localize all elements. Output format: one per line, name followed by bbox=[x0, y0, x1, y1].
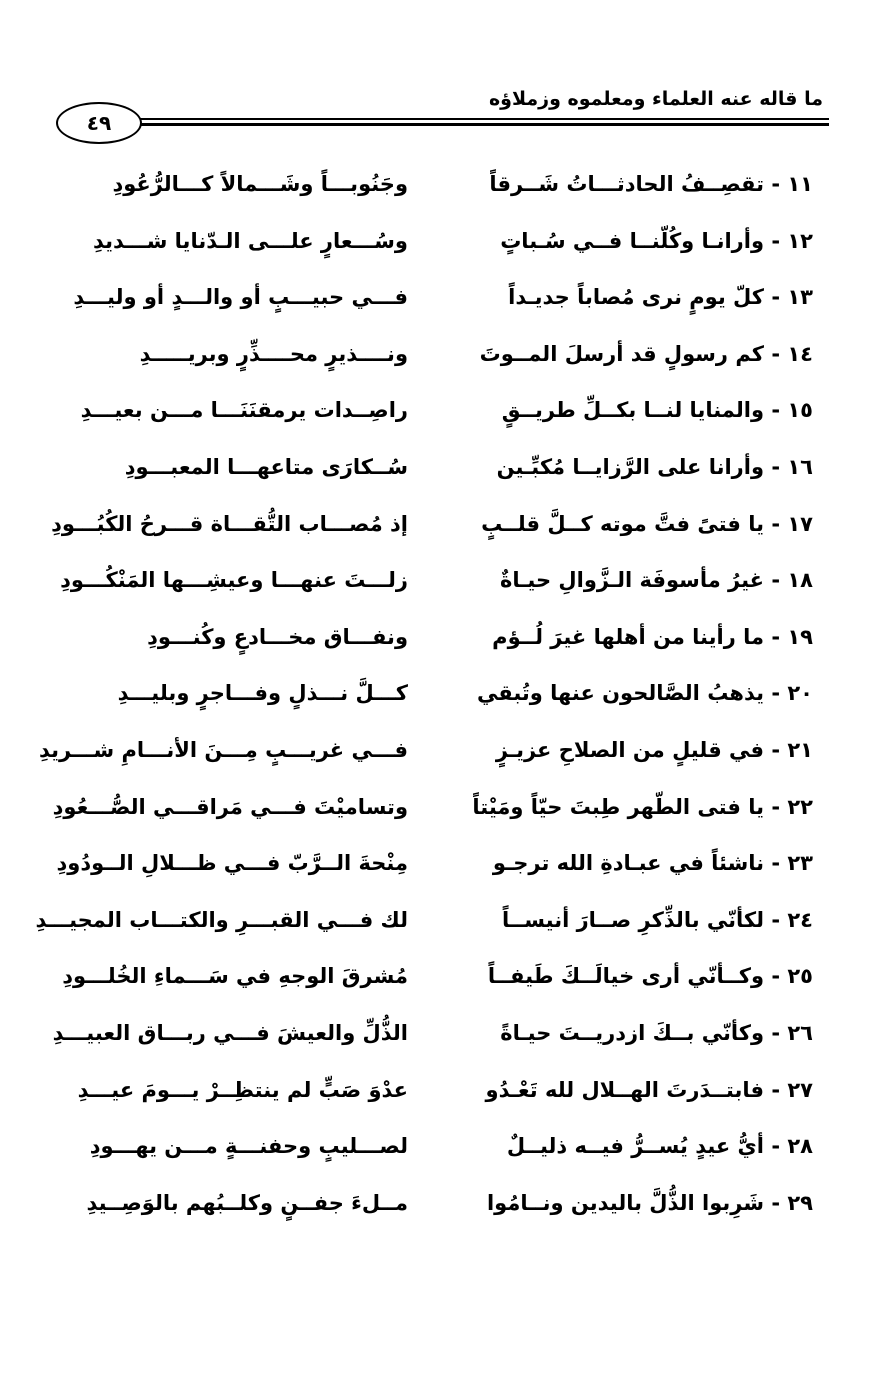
verse-second-hemistich: عدْوَ صَبٍّ لم ينتظِــرْ يـــومَ عيـــدِ bbox=[77, 1077, 408, 1102]
verse-dash: - bbox=[764, 454, 788, 479]
header-rule-thin bbox=[118, 118, 829, 120]
verse-first-hemistich bbox=[500, 1005, 813, 1061]
verse-first-text: يذهبُ الصَّالحون عنها وتُبقي bbox=[476, 681, 765, 706]
verse-number: ١٥ bbox=[787, 398, 813, 423]
verse-first-hemistich bbox=[500, 552, 813, 608]
verse-dash: - bbox=[764, 511, 788, 536]
verse-row bbox=[0, 382, 885, 439]
verse-first-text: كلّ يومٍ نرى مُصاباً جديـداً bbox=[508, 285, 765, 310]
verse-second-hemistich: زلـــتَ عنهـــا وعيشِـــها المَنْكُـــودِ bbox=[60, 568, 408, 593]
verse-second-hemistich: مِنْحةَ الــرَّبّ فـــي ظـــلالِ الــودُودِ bbox=[56, 851, 408, 876]
verse-row bbox=[0, 779, 885, 836]
verse-dash: - bbox=[764, 964, 788, 989]
verse-row bbox=[0, 948, 885, 1005]
verse-second-hemistich: ونفـــاق مخـــادعٍ وكُنـــودِ bbox=[147, 624, 408, 649]
verse-dash: - bbox=[764, 1190, 788, 1215]
verse-first-hemistich bbox=[487, 1175, 813, 1231]
verse-dash: - bbox=[764, 1077, 788, 1102]
verse-second-hemistich: الذُّلِّ والعيشَ فـــي ربـــاق العبيـــدِ bbox=[52, 1020, 408, 1045]
verse-first-hemistich bbox=[489, 156, 813, 212]
verse-row bbox=[0, 269, 885, 326]
verse-dash: - bbox=[764, 907, 788, 932]
verse-first-text: يا فتىً فتَّ موته كــلَّ قلــبٍ bbox=[481, 511, 765, 536]
verse-second-hemistich: وتساميْتَ فـــي مَراقـــي الصُّـــعُودِ bbox=[52, 794, 408, 819]
verse-dash: - bbox=[764, 624, 788, 649]
verse-number: ٢٥ bbox=[787, 964, 813, 989]
verse-first-hemistich bbox=[493, 835, 813, 891]
verse-dash: - bbox=[764, 398, 788, 423]
verse-row bbox=[0, 835, 885, 892]
verse-first-text: ناشئاً في عبـادةِ الله ترجـو bbox=[492, 851, 765, 876]
verse-first-hemistich bbox=[497, 439, 813, 495]
verse-number: ١٤ bbox=[787, 341, 813, 366]
verse-first-text: وكأنّي بــكَ ازدريــتَ حيـاةً bbox=[500, 1020, 765, 1045]
verse-number: ٢٨ bbox=[787, 1134, 813, 1159]
verse-second-hemistich: ونــــذيرٍ محــــذِّرٍ وبريـــــدِ bbox=[139, 341, 408, 366]
verse-first-text: وأرانا على الرَّزايــا مُكبِّـين bbox=[496, 454, 765, 479]
verse-row bbox=[0, 326, 885, 383]
verse-second-hemistich: فـــي حبيـــبٍ أو والـــدٍ أو وليـــدِ bbox=[73, 285, 408, 310]
verse-first-hemistich bbox=[488, 948, 813, 1004]
verse-dash: - bbox=[764, 1020, 788, 1045]
verse-first-text: تقصِــفُ الحادثـــاتُ شَــرقاً bbox=[489, 172, 765, 196]
verse-second-hemistich: راصِــدات يرمقنَنَـــا مـــن بعيـــدِ bbox=[80, 398, 408, 423]
verse-first-hemistich bbox=[472, 779, 813, 835]
verse-first-hemistich bbox=[480, 326, 813, 382]
verse-number: ٢٤ bbox=[787, 907, 813, 932]
verse-second-hemistich: كـــلَّ نـــذلٍ وفـــاجرٍ وبليـــدِ bbox=[117, 681, 408, 706]
verse-dash: - bbox=[764, 1134, 788, 1159]
verse-row bbox=[0, 439, 885, 496]
verse-first-hemistich bbox=[486, 1062, 813, 1118]
verse-first-text: يا فتى الطّهر طِبتَ حيّاً ومَيْتاً bbox=[472, 794, 765, 819]
verse-row bbox=[0, 156, 885, 213]
verse-first-hemistich bbox=[507, 1118, 813, 1174]
verse-first-hemistich bbox=[496, 722, 813, 778]
verse-row bbox=[0, 722, 885, 779]
verse-number: ٢٦ bbox=[787, 1020, 813, 1045]
verse-number: ٢٠ bbox=[787, 681, 813, 706]
verse-number: ٢١ bbox=[787, 737, 813, 762]
verse-first-hemistich bbox=[500, 213, 813, 269]
verse-number: ١٩ bbox=[787, 624, 813, 649]
verse-number: ١٢ bbox=[787, 228, 813, 253]
verse-row bbox=[0, 665, 885, 722]
verse-second-hemistich: وسُـــعارٍ علـــى الـدّنايا شـــديدِ bbox=[93, 228, 408, 253]
verse-first-text: فابتــدَرتَ الهــلال لله تَعْـدُو bbox=[485, 1077, 765, 1102]
verse-first-text: شَرِبوا الذُّلَّ باليدين ونــامُوا bbox=[486, 1190, 765, 1215]
verse-number: ٢٣ bbox=[787, 851, 813, 876]
verse-first-hemistich bbox=[502, 382, 813, 438]
verse-second-hemistich: مــلءَ جفــنٍ وكلــبُهم بالوَصِــيدِ bbox=[86, 1190, 408, 1215]
verse-first-text: وكــأنّي أرى خيالَــكَ طَيفــاً bbox=[487, 964, 765, 989]
verse-dash: - bbox=[764, 794, 788, 819]
verse-first-hemistich bbox=[477, 665, 813, 721]
verse-second-hemistich: وجَنُوبـــاً وشَـــمالاً كـــالرُّعُودِ bbox=[112, 172, 408, 196]
verse-row bbox=[0, 213, 885, 270]
verse-row bbox=[0, 1062, 885, 1119]
verse-number: ١٨ bbox=[787, 568, 813, 593]
verse-number: ١٧ bbox=[787, 511, 813, 536]
verse-second-hemistich: مُشرقَ الوجهِ في سَـــماءِ الخُلـــودِ bbox=[62, 964, 408, 989]
verse-second-hemistich: لصـــليبٍ وحفنـــةٍ مـــن يهـــودِ bbox=[89, 1134, 408, 1159]
verse-first-text: كم رسولٍ قد أرسلَ المــوتَ bbox=[479, 341, 765, 366]
verse-first-text: والمنايا لنــا بكــلِّ طريــقٍ bbox=[501, 398, 765, 423]
verse-first-hemistich bbox=[481, 496, 813, 552]
verse-dash: - bbox=[764, 172, 788, 196]
verse-dash: - bbox=[764, 737, 788, 762]
verse-number: ٢٧ bbox=[787, 1077, 813, 1102]
verse-number: ١٣ bbox=[787, 285, 813, 310]
verse-row bbox=[0, 1118, 885, 1175]
verse-dash: - bbox=[764, 341, 788, 366]
verse-first-text: في قليلٍ من الصلاحِ عزيـزٍ bbox=[495, 737, 765, 762]
poem-verses bbox=[0, 156, 885, 1231]
verse-second-hemistich: فـــي غريـــبٍ مِـــنَ الأنـــامِ شـــريدِ bbox=[38, 737, 408, 762]
verse-dash: - bbox=[764, 851, 788, 876]
verse-row bbox=[0, 496, 885, 553]
verse-first-hemistich bbox=[492, 609, 813, 665]
verse-row bbox=[0, 609, 885, 666]
verse-row bbox=[0, 892, 885, 949]
verse-number: ٢٩ bbox=[787, 1190, 813, 1215]
verse-dash: - bbox=[764, 285, 788, 310]
verse-row bbox=[0, 1175, 885, 1232]
verse-first-hemistich bbox=[502, 892, 813, 948]
verse-number: ٢٢ bbox=[787, 794, 813, 819]
verse-row bbox=[0, 552, 885, 609]
verse-first-text: أيُّ عيدٍ يُســرُّ فيــه ذليــلٌ bbox=[506, 1134, 765, 1159]
verse-second-hemistich: لك فـــي القبـــرِ والكتـــاب المجيـــدِ bbox=[35, 907, 408, 932]
verse-first-text: لكأنّي بالذِّكرِ صــارَ أنيســاً bbox=[502, 907, 765, 932]
verse-first-hemistich bbox=[508, 269, 813, 325]
verse-second-hemistich: إذ مُصـــاب التُّقـــاة قـــرحُ الكُبُـــودِ bbox=[51, 511, 408, 536]
running-header-title: ما قاله عنه العلماء ومعلموه وزملاؤه bbox=[488, 88, 823, 110]
verse-dash: - bbox=[764, 568, 788, 593]
verse-row bbox=[0, 1005, 885, 1062]
header-rule-thick bbox=[136, 123, 829, 126]
verse-first-text: ما رأينا من أهلها غيرَ لُــؤم bbox=[492, 624, 765, 649]
verse-number: ١١ bbox=[787, 172, 813, 196]
page-number-oval bbox=[56, 102, 142, 144]
page-number: ٤٩ bbox=[86, 111, 112, 135]
verse-number: ١٦ bbox=[787, 454, 813, 479]
verse-first-text: غيرُ مأسوفَة الـزَّوالِ حيـاةٌ bbox=[499, 568, 765, 593]
verse-first-text: وأرانـا وكُلّنــا فــي سُـباتٍ bbox=[500, 228, 765, 253]
verse-second-hemistich: سُــكارَى متاعهـــا المعبـــودِ bbox=[124, 454, 408, 479]
verse-dash: - bbox=[764, 681, 788, 706]
verse-dash: - bbox=[764, 228, 788, 253]
